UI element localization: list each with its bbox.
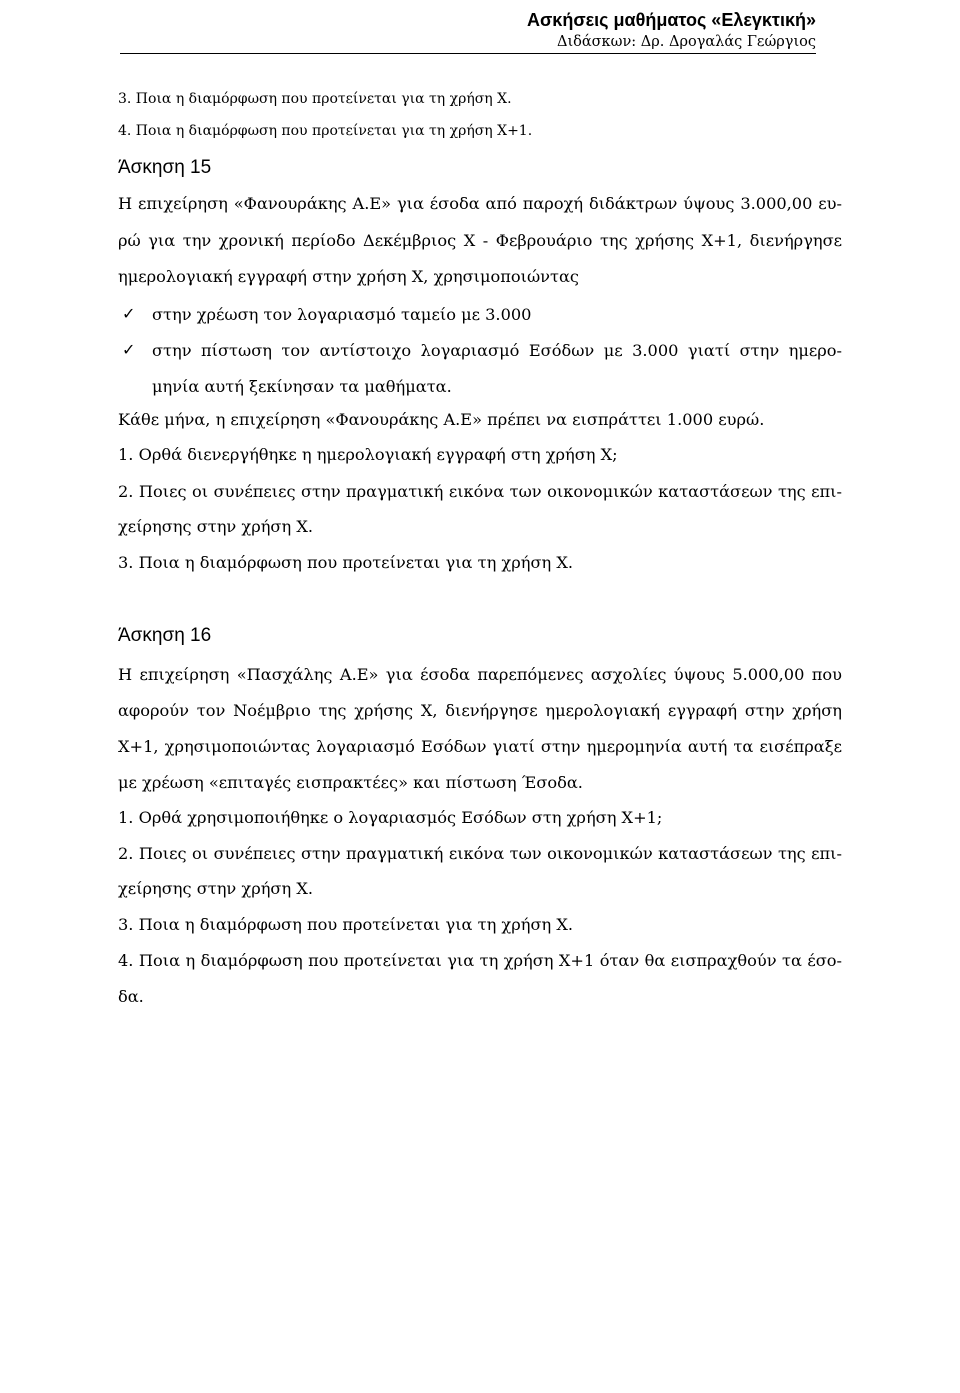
exercise-16-title: Άσκηση 16 <box>118 625 212 646</box>
exercise-16-question-2-line-2: χείρησης στην χρήση Χ. <box>118 879 313 898</box>
exercise-15-question-2-line-2: χείρησης στην χρήση Χ. <box>118 517 313 536</box>
exercise-16-question-1: 1. Ορθά χρησιμοποιήθηκε ο λογαριασμός Εσόδων στη χρήση Χ+1; <box>118 808 663 827</box>
exercise-15-question-2-line-1: 2. Ποιες οι συνέπειες στην πραγματική εικόνα των οικονομικών καταστάσεων της επι- <box>118 482 842 501</box>
top-question-3: 3. Ποια η διαμόρφωση που προτείνεται για τη χρήση Χ. <box>118 91 512 107</box>
instructor-line: Διδάσκων: Δρ. Δρογαλάς Γεώργιος <box>556 34 816 50</box>
exercise-16-question-3: 3. Ποια η διαμόρφωση που προτείνεται για τη χρήση Χ. <box>118 915 574 934</box>
header-divider <box>120 53 816 54</box>
exercise-15-bullet-1: στην χρέωση τον λογαριασμό ταμείο με 3.000 <box>152 305 532 324</box>
exercise-16-question-2-line-1: 2. Ποιες οι συνέπειες στην πραγματική εικόνα των οικονομικών καταστάσεων της επι- <box>118 844 842 863</box>
exercise-15-question-3: 3. Ποια η διαμόρφωση που προτείνεται για τη χρήση Χ. <box>118 553 574 572</box>
exercise-15-bullet-2-line-2: μηνία αυτή ξεκίνησαν τα μαθήματα. <box>152 377 452 396</box>
checkmark-icon: ✓ <box>122 304 136 323</box>
exercise-15-bullet-2-line-1: στην πίστωση τον αντίστοιχο λογαριασμό Εσόδων με 3.000 γιατί στην ημερο- <box>152 341 842 360</box>
exercise-16-intro-line-1: Η επιχείρηση «Πασχάλης Α.Ε» για έσοδα παρεπόμενες ασχολίες ύψους 5.000,00 που <box>118 665 842 684</box>
exercise-15-title: Άσκηση 15 <box>118 157 212 178</box>
exercise-15-intro-line-2: ρώ για την χρονική περίοδο Δεκέμβριος Χ - Φεβρουάριο της χρήσης Χ+1, διενήργησε <box>118 231 842 250</box>
exercise-16-question-4-line-2: δα. <box>118 987 144 1006</box>
exercise-15-monthly: Κάθε μήνα, η επιχείρηση «Φανουράκης Α.Ε» πρέπει να εισπράττει 1.000 ευρώ. <box>118 410 765 429</box>
exercise-15-question-1: 1. Ορθά διενεργήθηκε η ημερολογιακή εγγραφή στη χρήση Χ; <box>118 445 618 464</box>
exercise-15-intro-line-3: ημερολογιακή εγγραφή στην χρήση Χ, χρησιμοποιώντας <box>118 267 579 286</box>
exercise-16-question-4-line-1: 4. Ποια η διαμόρφωση που προτείνεται για τη χρήση Χ+1 όταν θα εισπραχθούν τα έσο- <box>118 951 842 970</box>
page-header <box>527 8 816 52</box>
checkmark-icon: ✓ <box>122 340 136 359</box>
exercise-16-intro-line-2: αφορούν τον Νοέμβριο της χρήσης Χ, διενήργησε ημερολογιακή εγγραφή στην χρήση <box>118 701 842 720</box>
exercise-16-intro-line-3: Χ+1, χρησιμοποιώντας λογαριασμό Εσόδων γιατί στην ημερομηνία αυτή τα εισέπραξε <box>118 737 842 756</box>
top-question-4: 4. Ποια η διαμόρφωση που προτείνεται για τη χρήση Χ+1. <box>118 123 533 139</box>
exercise-15-intro-line-1: Η επιχείρηση «Φανουράκης Α.Ε» για έσοδα από παροχή διδάκτρων ύψους 3.000,00 ευ- <box>118 194 842 213</box>
course-title: Ασκήσεις μαθήματος «Ελεγκτική» <box>526 10 816 30</box>
exercise-16-intro-line-4: με χρέωση «επιταγές εισπρακτέες» και πίστωση Έσοδα. <box>118 773 583 792</box>
